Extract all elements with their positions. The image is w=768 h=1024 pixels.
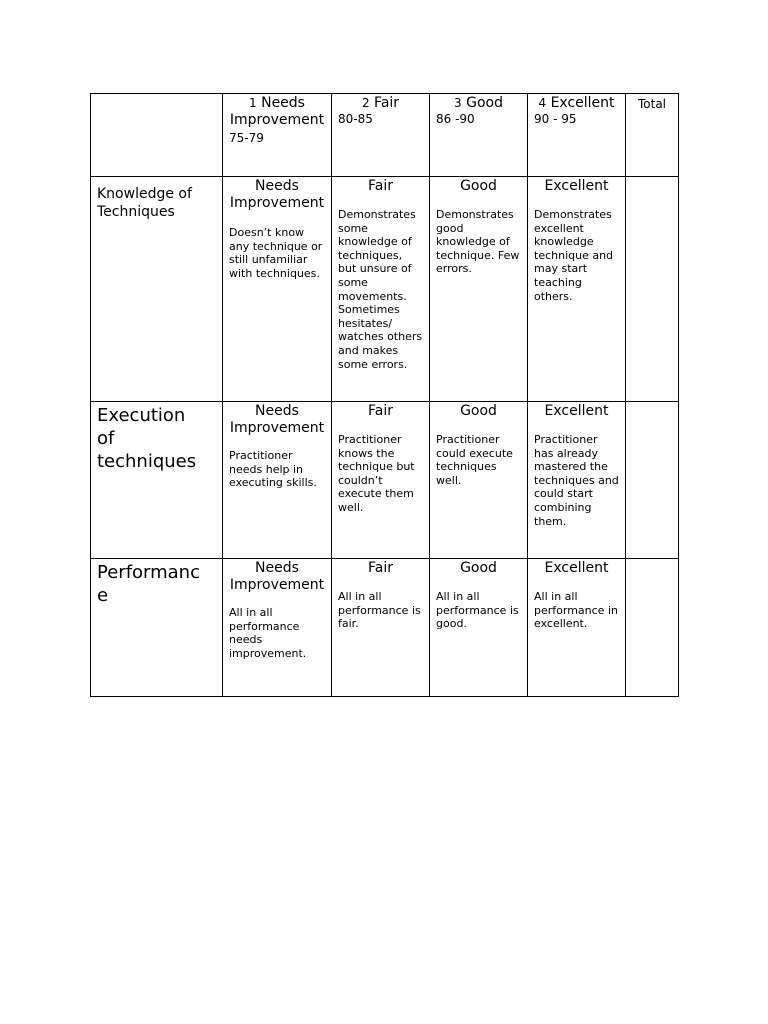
header-needs-number: 1: [249, 96, 257, 110]
level-label: Fair: [368, 403, 393, 419]
level-description: Practitioner could execute techniques well.: [436, 433, 513, 487]
header-corner-cell: [91, 94, 223, 177]
good-cell: [430, 402, 528, 559]
level-label: Needs Improvement: [229, 560, 325, 593]
excellent-cell: [528, 177, 626, 402]
header-good-number: 3: [454, 96, 462, 110]
good-cell: [430, 559, 528, 697]
needs-cell: [223, 402, 332, 559]
criterion-cell: [91, 177, 223, 402]
rubric-table: [90, 93, 679, 697]
header-needs-cell: [223, 94, 332, 177]
total-cell: [626, 559, 679, 697]
level-description: All in all performance in excellent.: [534, 590, 618, 631]
header-total-cell: [626, 94, 679, 177]
criterion-cell: [91, 402, 223, 559]
criterion-label: Performance: [97, 562, 200, 606]
header-good-label: Good: [466, 95, 503, 111]
fair-cell: [332, 559, 430, 697]
header-needs-title: [229, 94, 325, 129]
fair-cell: [332, 402, 430, 559]
level-label: Good: [460, 178, 497, 194]
header-excellent-cell: [528, 94, 626, 177]
level-description: Demonstrates excellent knowledge technique and may start teaching others.: [534, 208, 614, 303]
level-description: Practitioner needs help in executing skills.: [229, 449, 317, 490]
level-description: All in all performance is good.: [436, 590, 519, 631]
header-needs-label: Needs Improvement: [229, 95, 325, 128]
header-row: [91, 94, 679, 177]
level-label: Needs Improvement: [229, 403, 325, 436]
level-label: Excellent: [544, 560, 609, 576]
level-label: Fair: [368, 560, 393, 576]
criterion-label: Execution of techniques: [97, 405, 197, 472]
header-fair-label: Fair: [374, 95, 400, 111]
level-description: Doesn’t know any technique or still unfamiliar with techniques.: [229, 226, 323, 280]
total-cell: [626, 177, 679, 402]
needs-cell: [223, 177, 332, 402]
header-fair-title: [338, 94, 423, 112]
level-description: Demonstrates some knowledge of techniques, but unsure of some movements. Sometimes hesitates/ watches others and makes some errors.: [338, 208, 423, 371]
total-cell: [626, 402, 679, 559]
criterion-label: Knowledge of Techniques: [97, 186, 192, 220]
level-label: Good: [460, 403, 497, 419]
header-good-range: 86 -90: [436, 112, 475, 126]
level-description: Practitioner knows the technique but couldn’t execute them well.: [338, 433, 415, 514]
header-good-cell: [430, 94, 528, 177]
excellent-cell: [528, 402, 626, 559]
good-cell: [430, 177, 528, 402]
header-excellent-number: 4: [538, 96, 547, 110]
level-description: All in all performance needs improvement.: [229, 606, 307, 660]
level-label: Excellent: [544, 178, 609, 194]
header-fair-cell: [332, 94, 430, 177]
excellent-cell: [528, 559, 626, 697]
level-description: All in all performance is fair.: [338, 590, 421, 631]
level-description: Demonstrates good knowledge of technique. Few errors.: [436, 208, 520, 276]
header-good-title: [436, 94, 521, 112]
level-label: Fair: [368, 178, 393, 194]
fair-cell: [332, 177, 430, 402]
level-description: Practitioner has already mastered the techniques and could start combining them.: [534, 433, 619, 528]
header-fair-number: 2: [361, 96, 370, 110]
criterion-cell: [91, 559, 223, 697]
header-total-label: Total: [637, 97, 667, 111]
criterion-row-performance: [91, 559, 679, 697]
header-excellent-range: 90 - 95: [534, 112, 577, 126]
header-excellent-title: [534, 94, 619, 112]
header-fair-range: 80-85: [338, 112, 373, 126]
needs-cell: [223, 559, 332, 697]
level-label: Excellent: [544, 403, 609, 419]
level-label: Needs Improvement: [229, 178, 325, 211]
level-label: Good: [460, 560, 497, 576]
criterion-row-execution: [91, 402, 679, 559]
criterion-row-knowledge: [91, 177, 679, 402]
header-excellent-label: Excellent: [550, 95, 615, 111]
header-needs-range: 75-79: [229, 131, 264, 145]
